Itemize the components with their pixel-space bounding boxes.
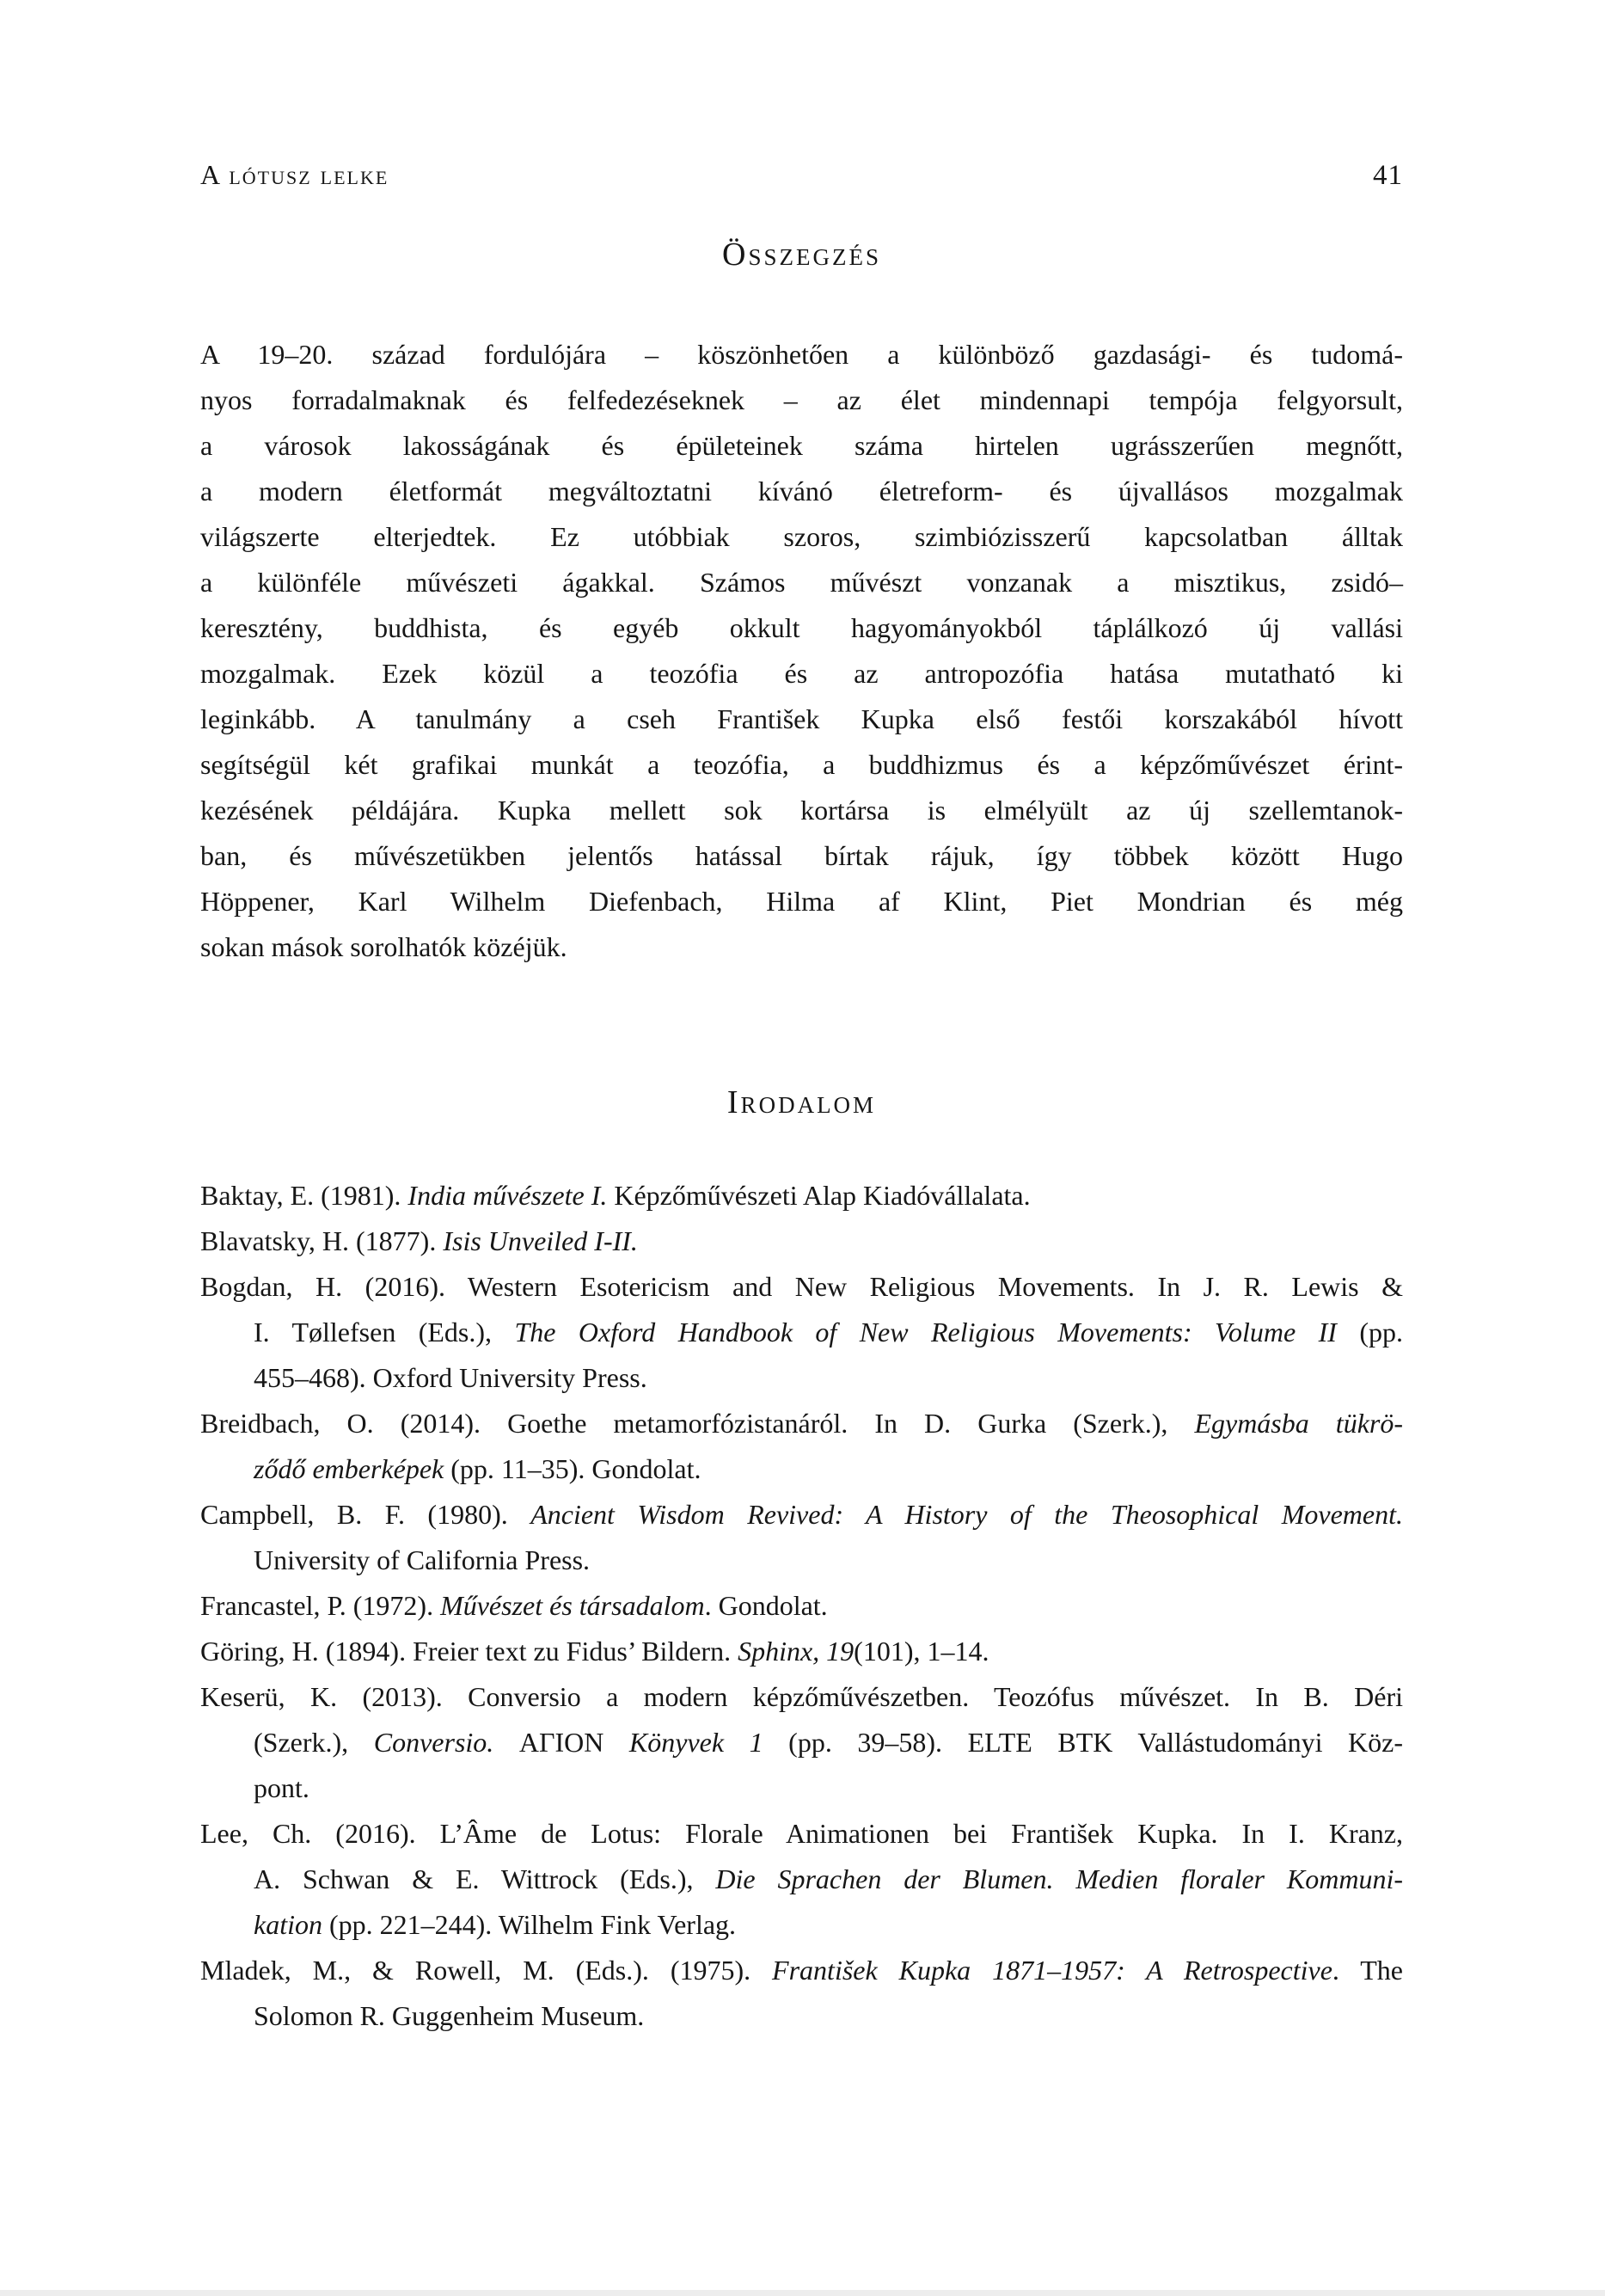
reference-item bbox=[200, 1583, 1403, 1629]
reference-text-segment: (101), 1–14. bbox=[854, 1636, 989, 1667]
reference-text-segment: (pp. 11–35). Gondolat. bbox=[444, 1453, 701, 1484]
reference-line bbox=[200, 1857, 1403, 1902]
reference-text-segment: University of California Press. bbox=[254, 1544, 591, 1575]
summary-paragraph-line: világszerte elterjedtek. Ez utóbbiak szoros, szimbiózisszerű kapcsolatban álltak bbox=[200, 521, 1403, 552]
reference-text-segment: Baktay, E. (1981). bbox=[200, 1180, 408, 1211]
reference-text-segment: A. Schwan & E. Wittrock (Eds.), bbox=[254, 1863, 716, 1894]
reference-line bbox=[200, 1355, 1403, 1401]
reference-text-segment: Mladek, M., & Rowell, M. (Eds.). (1975). bbox=[200, 1955, 773, 1986]
reference-text-segment: (pp. 221–244). Wilhelm Fink Verlag. bbox=[322, 1909, 737, 1940]
reference-text-segment: Egymásba tükrö- bbox=[1194, 1408, 1403, 1439]
reference-text-segment: 455–468). Oxford University Press. bbox=[254, 1362, 647, 1393]
reference-line bbox=[200, 1811, 1403, 1857]
reference-text-segment: Lee, Ch. (2016). L’Âme de Lotus: Florale Animationen bei František Kupka. In I. Kranz, bbox=[200, 1818, 1403, 1849]
reference-text-segment: Campbell, B. F. (1980). bbox=[200, 1499, 531, 1530]
summary-paragraph-line: nyos forradalmaknak és felfedezéseknek – az élet mindennapi tempója felgyorsult, bbox=[200, 384, 1403, 415]
reference-text-segment: Sphinx, 19 bbox=[738, 1636, 855, 1667]
reference-line bbox=[200, 1401, 1403, 1446]
page-content bbox=[200, 159, 1403, 2039]
reference-text-segment: Keserü, K. (2013). Conversio a modern képzőművészetben. Teozófus művészet. In B. Déri bbox=[200, 1681, 1403, 1712]
reference-text-segment: Ancient Wisdom Revived: A History of the Theosophical Movement. bbox=[530, 1499, 1403, 1530]
reference-text-segment: . The bbox=[1332, 1955, 1404, 1986]
reference-text-segment: (pp. bbox=[1336, 1317, 1404, 1348]
bibliography-section-title: Irodalom bbox=[726, 1084, 877, 1120]
summary-paragraph-line: kezésének példájára. Kupka mellett sok kortársa is elmélyült az új szellemtanok- bbox=[200, 795, 1403, 826]
reference-line bbox=[200, 1765, 1403, 1811]
reference-line bbox=[200, 1310, 1403, 1355]
reference-line bbox=[200, 1902, 1403, 1948]
summary-paragraph-line: mozgalmak. Ezek közül a teozófia és az antropozófia hatása mutatható ki bbox=[200, 658, 1403, 689]
reference-line bbox=[200, 1538, 1403, 1583]
reference-line bbox=[200, 1219, 1403, 1264]
reference-text-segment: I. Tøllefsen (Eds.), bbox=[254, 1317, 515, 1348]
reference-item bbox=[200, 1219, 1403, 1264]
reference-text-segment: Solomon R. Guggenheim Museum. bbox=[254, 2000, 645, 2031]
reference-text-segment: (Szerk.), bbox=[254, 1727, 374, 1758]
reference-text-segment: Blavatsky, H. (1877). bbox=[200, 1225, 444, 1256]
summary-paragraph-line: ban, és művészetükben jelentős hatással bírtak rájuk, így többek között Hugo bbox=[200, 840, 1403, 871]
reference-text-segment: František Kupka 1871–1957: A Retrospective bbox=[772, 1955, 1332, 1986]
reference-line bbox=[200, 1720, 1403, 1765]
reference-text-segment: Képzőművészeti Alap Kiadóvállalata. bbox=[607, 1180, 1031, 1211]
reference-text-segment: . Gondolat. bbox=[704, 1590, 828, 1621]
reference-line bbox=[200, 1492, 1403, 1538]
reference-text-segment: The Oxford Handbook of New Religious Movements: Volume II bbox=[514, 1317, 1337, 1348]
page-number: 41 bbox=[1373, 160, 1403, 191]
reference-text-segment: kation bbox=[254, 1909, 322, 1940]
reference-text-segment: Breidbach, O. (2014). Goethe metamorfózistanáról. In D. Gurka (Szerk.), bbox=[200, 1408, 1195, 1439]
reference-line bbox=[200, 1446, 1403, 1492]
reference-text-segment: Die Sprachen der Blumen. Medien floraler Kommuni- bbox=[715, 1863, 1404, 1894]
reference-item bbox=[200, 1264, 1403, 1401]
summary-paragraph bbox=[200, 332, 1403, 970]
summary-paragraph-line: segítségül két grafikai munkát a teozófia, a buddhizmus és a képzőművészet érint- bbox=[200, 749, 1403, 780]
reference-text-segment: pont. bbox=[254, 1772, 309, 1803]
reference-text-segment: Könyvek 1 bbox=[628, 1727, 763, 1758]
reference-text-segment: (pp. 39–58). ELTE BTK Vallástudományi Köz- bbox=[763, 1727, 1404, 1758]
summary-paragraph-line: sokan mások sorolhatók közéjük. bbox=[200, 931, 567, 962]
reference-text-segment: Conversio. bbox=[373, 1727, 494, 1758]
summary-paragraph-line: A 19–20. század fordulójára – köszönhetően a különböző gazdasági- és tudomá- bbox=[200, 339, 1403, 370]
page-bottom-scan-edge bbox=[0, 2290, 1605, 2296]
reference-line bbox=[200, 1629, 1403, 1674]
running-head bbox=[200, 159, 1403, 191]
reference-text-segment: Göring, H. (1894). Freier text zu Fidus’ Bildern. bbox=[200, 1636, 738, 1667]
summary-paragraph-line: a modern életformát megváltoztatni kívánó életreform- és újvallásos mozgalmak bbox=[200, 476, 1403, 506]
running-header-title: A lótusz lelke bbox=[200, 159, 389, 190]
summary-paragraph-line: leginkább. A tanulmány a cseh František Kupka első festői korszakából hívott bbox=[200, 703, 1403, 734]
reference-text-segment: ződő emberképek bbox=[254, 1453, 444, 1484]
summary-paragraph-line: keresztény, buddhista, és egyéb okkult hagyományokból táplálkozó új vallási bbox=[200, 612, 1403, 643]
reference-line bbox=[200, 1173, 1403, 1219]
reference-line bbox=[200, 1948, 1403, 1993]
reference-line bbox=[200, 1264, 1403, 1310]
summary-paragraph-line: a különféle művészeti ágakkal. Számos művészt vonzanak a misztikus, zsidó– bbox=[200, 567, 1403, 598]
reference-line bbox=[200, 1583, 1403, 1629]
reference-text-segment: India művészete I. bbox=[407, 1180, 608, 1211]
reference-item bbox=[200, 1674, 1403, 1811]
reference-item bbox=[200, 1173, 1403, 1219]
reference-list bbox=[200, 1173, 1403, 2039]
reference-text-segment: Művészet és társadalom bbox=[440, 1590, 705, 1621]
reference-item bbox=[200, 1492, 1403, 1583]
summary-paragraph-line: a városok lakosságának és épületeinek száma hirtelen ugrásszerűen megnőtt, bbox=[200, 430, 1403, 461]
reference-line bbox=[200, 1674, 1403, 1720]
reference-item bbox=[200, 1811, 1403, 1948]
summary-paragraph-line: Höppener, Karl Wilhelm Diefenbach, Hilma af Klint, Piet Mondrian és még bbox=[200, 886, 1403, 917]
reference-item bbox=[200, 1401, 1403, 1492]
reference-line bbox=[200, 1993, 1403, 2039]
reference-text-segment: Bogdan, H. (2016). Western Esotericism and New Religious Movements. In J. R. Lewis & bbox=[200, 1271, 1403, 1302]
reference-item bbox=[200, 1629, 1403, 1674]
summary-section-title: Összegzés bbox=[722, 236, 881, 273]
reference-text-segment: Francastel, P. (1972). bbox=[200, 1590, 441, 1621]
reference-text-segment: ΑΓΙΟΝ bbox=[493, 1727, 629, 1758]
reference-item bbox=[200, 1948, 1403, 2039]
reference-text-segment: Isis Unveiled I-II. bbox=[443, 1225, 638, 1256]
